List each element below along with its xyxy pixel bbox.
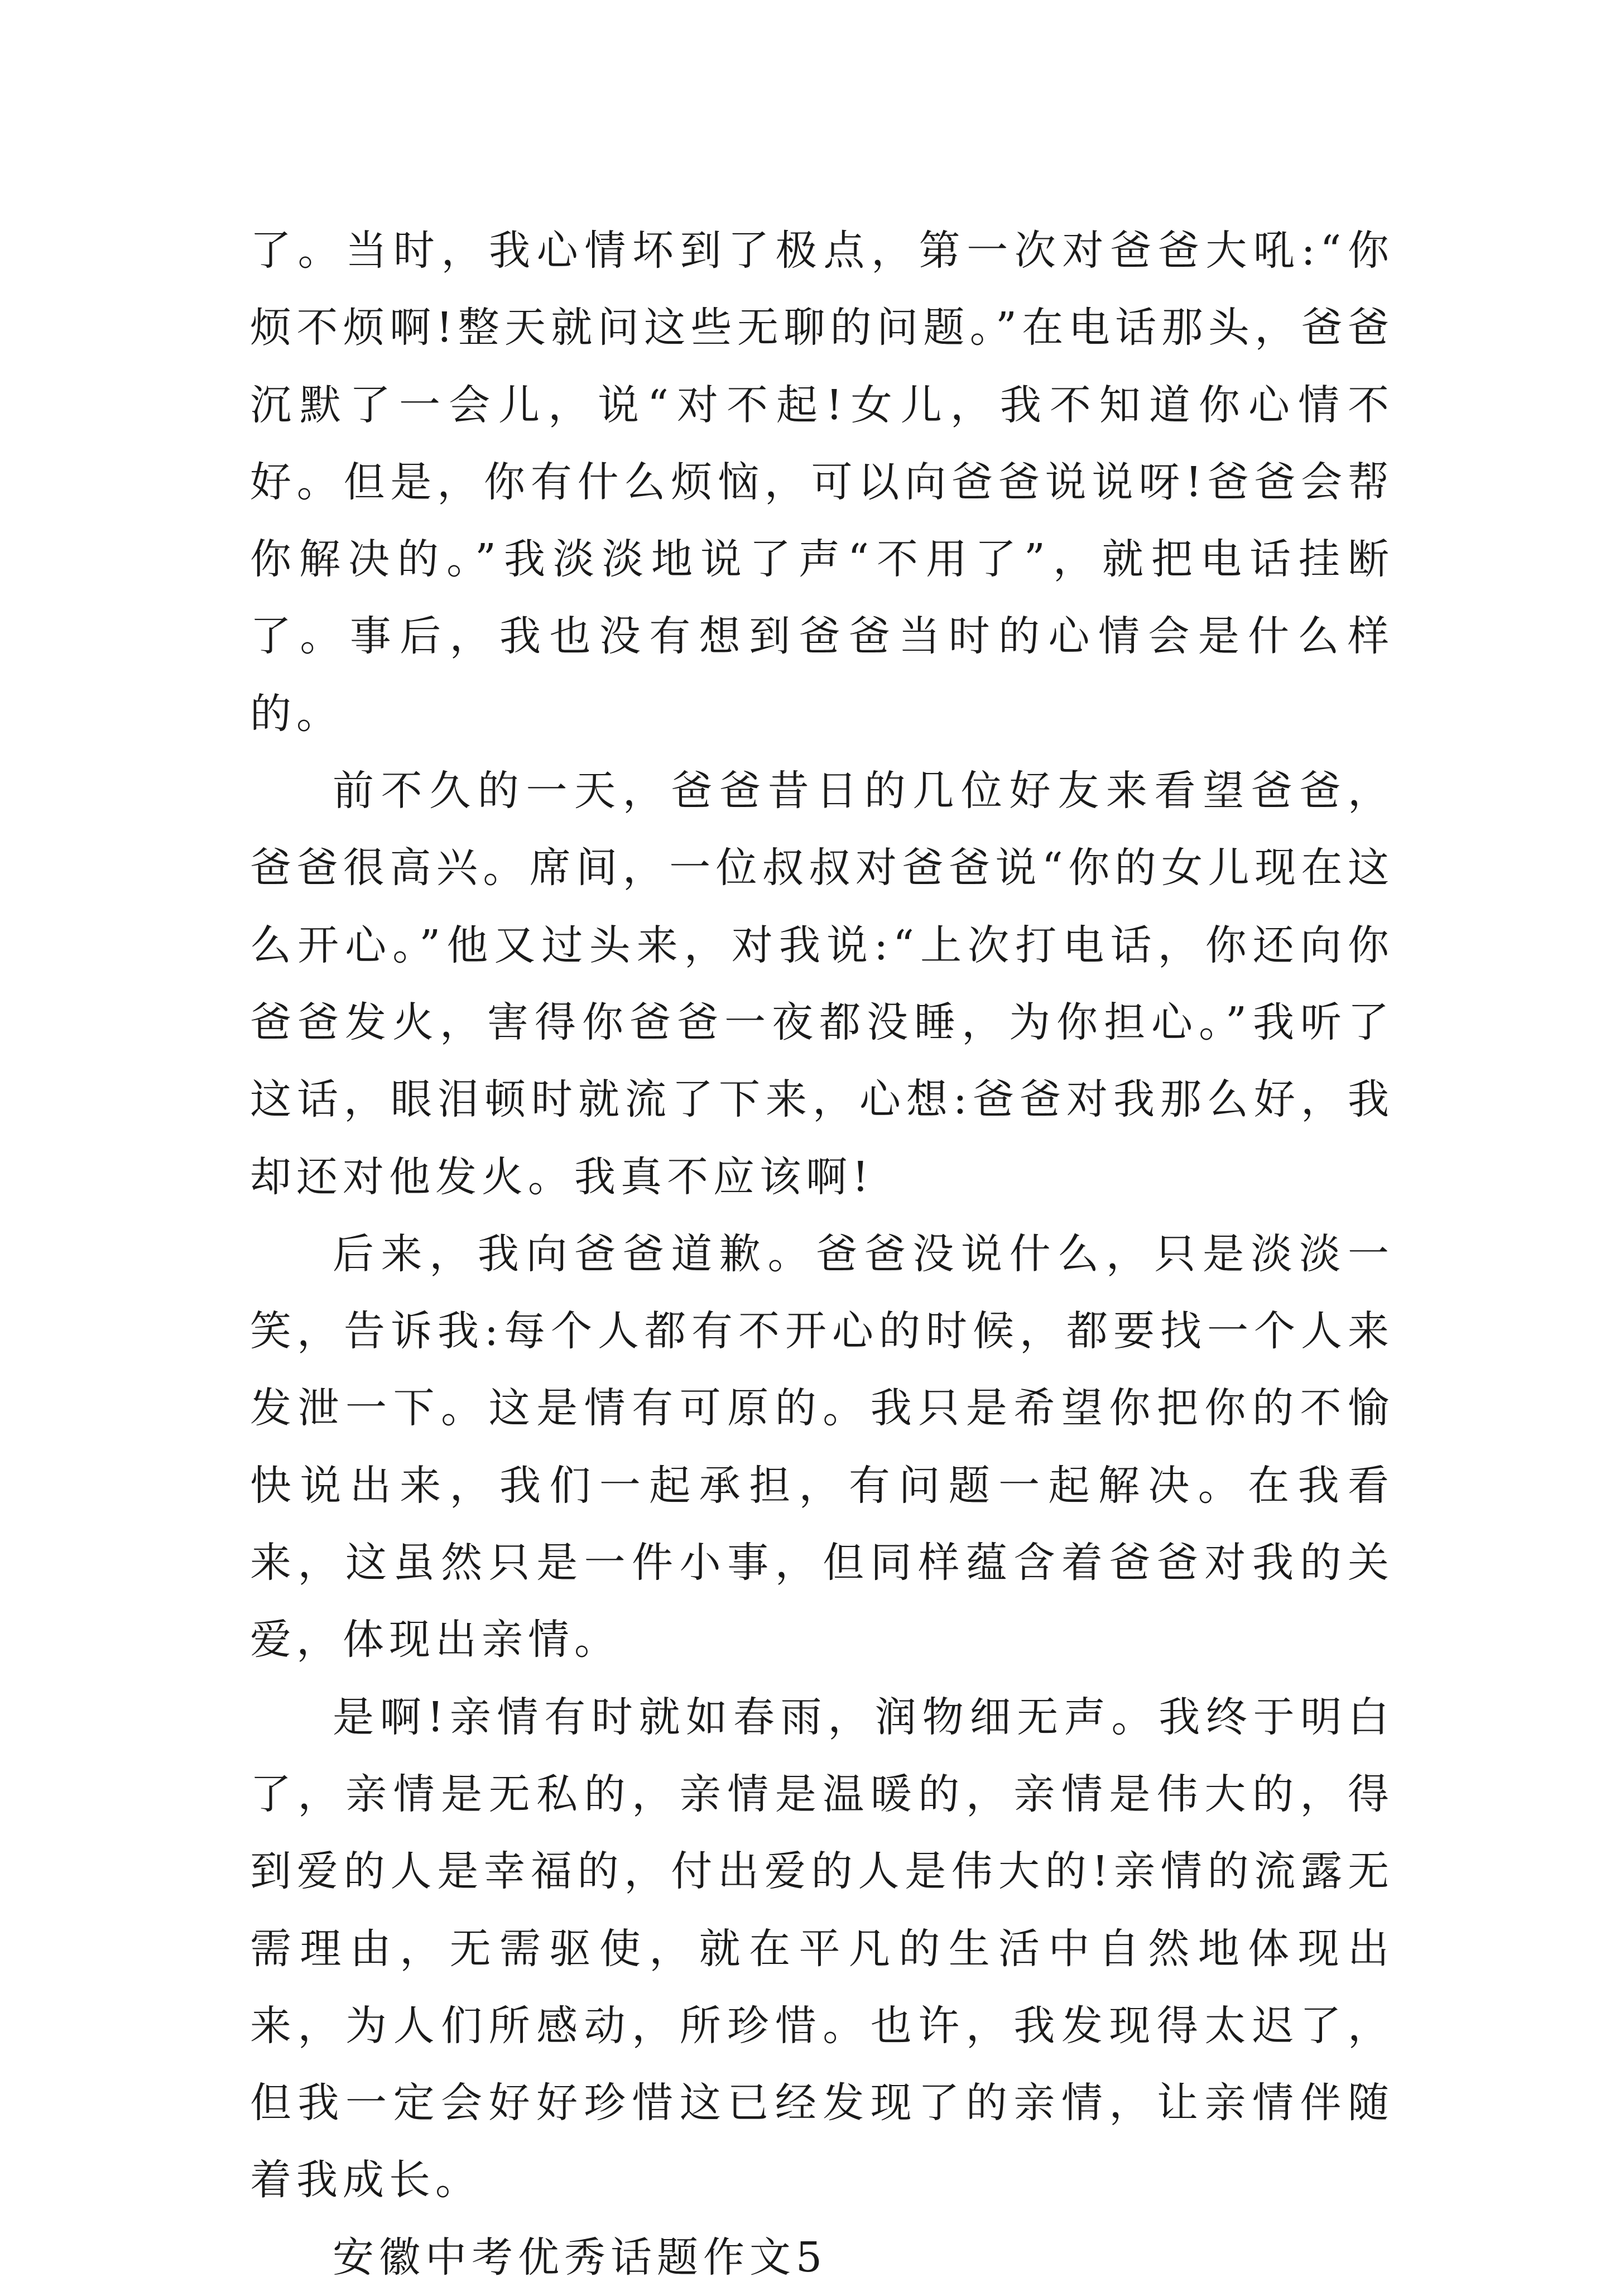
paragraph-1: 了。当时，我心情坏到了极点，第一次对爸爸大吼:“你烦不烦啊!整天就问这些无聊的问题。”在电话那头，爸爸沉默了一会儿，说“对不起!女儿，我不知道你心情不好。但是，你有什么烦恼，可以向爸爸说说呀!爸爸会帮你解决的。”我淡淡地说了声“不用了”，就把电话挂断了。事后，我也没有想到爸爸当时的心情会是什么样的。	[250, 227, 1394, 738]
section-heading: 安徽中考优秀话题作文5	[333, 2233, 828, 2281]
paragraph-2: 前不久的一天，爸爸昔日的几位好友来看望爸爸，爸爸很高兴。席间，一位叔叔对爸爸说“你的女儿现在这么开心。”他又过头来，对我说:“上次打电话，你还向你爸爸发火，害得你爸爸一夜都没睡，为你担心。”我听了这话，眼泪顿时就流了下来，心想:爸爸对我那么好，我却还对他发火。我真不应该啊!	[250, 767, 1394, 1201]
paragraph-3: 后来，我向爸爸道歉。爸爸没说什么，只是淡淡一笑，告诉我:每个人都有不开心的时候，都要找一个人来发泄一下。这是情有可原的。我只是希望你把你的不愉快说出来，我们一起承担，有问题一起解决。在我看来，这虽然只是一件小事，但同样蕴含着爸爸对我的关爱，体现出亲情。	[250, 1229, 1394, 1664]
paragraph-4: 是啊!亲情有时就如春雨，润物细无声。我终于明白了，亲情是无私的，亲情是温暖的，亲情是伟大的，得到爱的人是幸福的，付出爱的人是伟大的!亲情的流露无需理由，无需驱使，就在平凡的生活中自然地体现出来，为人们所感动，所珍惜。也许，我发现得太迟了，但我一定会好好珍惜这已经发现了的亲情，让亲情伴随着我成长。	[250, 1693, 1394, 2204]
article-body	[250, 212, 1394, 2296]
